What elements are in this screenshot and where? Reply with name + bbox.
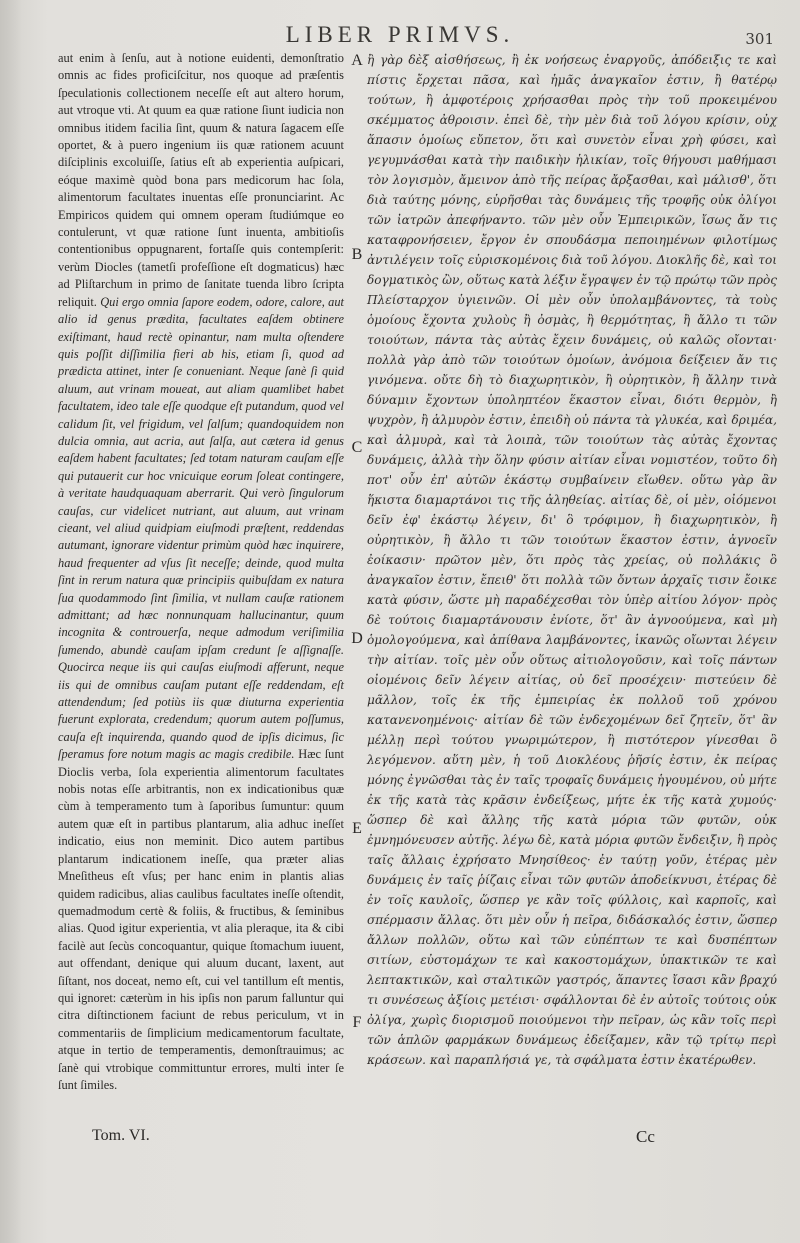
running-head: LIBER PRIMVS. <box>285 22 515 47</box>
latin-paragraph-closing: Hæc ſunt Dioclis verba, ſola experientia alimentorum facultates nobis notas eſſe arbitrantis, non ex indicationibus quæ cùm à temperamento tum à ſaporibus ſumuntur: quum autem quæ eſt in partibus plantarum, alia adhuc ineſſet indicatio, eius non meminit. Dico autem partibus plantarum indicationem ineſſe, qua præter alias Mneſitheus eſt vſus; per hanc enim in plantis alias quidem radicibus, alias caulibus facultates ineſſe oſtendit, quemadmodum certè & foliis, & fructibus, & ſeminibus alias. Quod igitur experientia, vt alia pleraque, ita & cibi facilè aut ſecùs concoquantur, quique ſtomachum iuuent, aut offendant, denique qui aluum ducant, laxent, aut ſiſtant, nos doceat, nemo eſt, cui vel tantillum eſt mentis, qui ignoret: cæterùm in his ipſis non parum falluntur qui citra diſtinctionem faciunt de rebus periculum, vt in commentariis de ſimplicium medicamentorum facultate, atque in tertio de temperamentis, demonſtrauimus; ac ſanè qui vtrobique committuntur errores, multi inter ſe ſunt ſimiles. <box>58 747 344 1092</box>
margin-letter-e: E <box>352 820 362 837</box>
signature-mark: Cc <box>636 1127 655 1146</box>
margin-letter-a: A <box>351 52 363 69</box>
volume-label: Tom. VI. <box>92 1127 150 1144</box>
greek-text: ἢ γὰρ δὲξ αἰσθήσεως, ἢ ἐκ νοήσεως ἐναργοῦς, ἀπόδειξις τε καὶ πίστις ἔρχεται πᾶσα, καὶ ἡμᾶς ἀναγκαῖον ἐστιν, ἢ θατέρῳ τούτων, ἢ ἀμφοτέροις χρήσασθαι πρὸς τὴν τοῦ προκειμένου σκέμματος ἀθροισιν. ἐπεὶ δὲ, τὴν μὲν διὰ τοῦ λόγου κρίσιν, οὐχ ἅπασιν ὁμοίως εὔπετον, ὅτι καὶ συνετὸν εἶναι χρὴ φύσει, καὶ γεγυμνάσθαι κατὰ τὴν παιδικὴν ἡλικίαν, τοῖς θήγουσι μαθήμασι τὸν λογισμὸν, ἄμεινον ἀπὸ τῆς πείρας ἄρξασθαι, καὶ μάλισθ', ὅτι διὰ ταύτης μόνης, εὑρῆσθαι τὰς δυνάμεις τῆς τροφῆς οὐκ ὀλίγοι τῶν ἰατρῶν ἀπεφήναντο. τῶν μὲν οὖν Ἐμπειρικῶν, ἴσως ἄν τις καταφρονήσειεν, ἔργον ἐν σπουδάσμα πεποιημένων φιλοτίμως ἀντιλέγειν τοῖς εὑρισκομένοις διὰ τοῦ λόγου. Διοκλῆς δὲ, καὶ τοι δογματικὸς ὢν, οὕτως κατὰ λέξιν ἔγραψεν ἐν τῷ πρώτῳ τῶν πρὸς Πλείσταρχον ὑγιεινῶν. Οἱ μὲν οὖν ὑπολαμβάνοντες, τὰ τοὺς ὁμοίους ἔχοντα χυλοὺς ἢ ὀσμὰς, ἢ θερμότητας, ἢ ἄλλο τι τῶν τοιούτων, πάντα τὰς αὐτὰς ἔχειν δυνάμεις, οὐ καλῶς οἴονται· πολλὰ γὰρ ἀπὸ τῶν τοιούτων ὁμοίων, ἀνόμοια δείξειεν ἄν τις γινόμενα. οὔτε δὴ τὸ διαχωρητικὸν, ἢ οὐρητικὸν, ἢ ἄλλην τινὰ δύναμιν ἔχοντων ὑποληπτέον ἕκαστον εἶναι, διότι θερμὸν, ἢ ψυχρὸν, ἢ ἁλμυρὸν ἐστιν, ἐπειδὴ οὐ πάντα τὰ γλυκέα, καὶ δριμέα, καὶ ἁλμυρὰ, καὶ τὰ λοιπὰ, τῶν τοιούτων τὰς αὐτὰς ἔχοντας δυνάμεις, ἀλλὰ τὴν ὅλην φύσιν αἰτίαν εἶναι νομιστέον, τοῦτο δὴ ποτ' οὖν ἐπ' αὐτῶν ἑκάστῳ συμβαίνειν εἴωθεν. οὕτω γὰρ ἂν ἥκιστα διαμαρτάνοι τις τῆς ἀληθείας. αἰτίας δὲ, οἱ μὲν, οἰόμενοι δεῖν ἐφ' ἑκάστῳ λέγειν, δι' ὃ τρόφιμον, ἢ διαχωρητικὸν, ἢ οὐρητικὸν, ἢ ἄλλο τι τῶν τοιούτων ἕκαστον ἐστιν, ἀγνοεῖν ἐοίκασιν· πρῶτον μὲν, ὅτι πρὸς τὰς χρείας, οὐ πολλάκις ὃ ἀναγκαῖον ἐστιν, ἔπειθ' ὅτι πολλὰ τῶν ὄντων ἀρχαῖς τισιν ἔοικε κατὰ φύσιν, ὥστε μὴ παραδέχεσθαι τὸν ὑπὲρ αἰτίου λόγον· πρὸς δὲ τούτοις διαμαρτάνουσιν ἐνίοτε, ὅτ' ἂν ἀγνοούμενα, καὶ μὴ ὁμολογούμενα, καὶ ἀπίθανα λαμβάνοντες, ἱκανῶς οἴωνται λέγειν τὴν αἰτίαν. τοῖς μὲν οὖν οὕτως αἰτιολογοῦσιν, καὶ τοῖς πάντων οἰομένοις δεῖν λέγειν αἰτίας, οὐ δεῖ προσέχειν· πιστεύειν δὲ μᾶλλον, τοῖς ἐκ τῆς ἐμπειρίας ἐκ πολλοῦ τοῦ χρόνου κατανενοημένοις· αἰτίαν δὲ τῶν ἐνδεχομένων δεῖ ζητεῖν, ὅτ' ἂν μέλλῃ περὶ τούτου γνωριμώτερον, ἢ πιστότερον γίνεσθαι ὃ λεγόμενον. αὕτη μὲν, ἡ τοῦ Διοκλέους ῥῆσίς ἐστιν, ἐκ πείρας μόνης ἐγνῶσθαι τὰς ἐν ταῖς τροφαῖς δυνάμεις ἡγουμένου, οὐ μήτε ἐκ τῆς κατὰ τὰς κρᾶσιν ἐνδείξεως, μήτε ἐκ τῆς κατὰ χυμούς· ὥσπερ δὲ καὶ ἄλλης τῆς κατὰ μόρια τῶν φυτῶν, οὐκ ἐμνημόνευσεν αὐτῆς. λέγω δὲ, κατὰ μόρια φυτῶν ἔνδειξιν, ἣ πρὸς ταῖς ἄλλαις ἐχρήσατο Μνησίθεος· ἐν ταύτῃ γοῦν, ἑτέρας μὲν δυνάμεις ἐν ταῖς ῥίζαις εἶναι τῶν φυτῶν ἀποδείκνυσι, ἑτέρας δὲ ἐν τοῖς καυλοῖς, ὥσπερ γε κἂν τοῖς φύλλοις, καὶ καρποῖς, καὶ σπέρμασιν ἄλλας. ὅτι μὲν οὖν ἡ πεῖρα, διδάσκαλός ἐστιν, ὥσπερ ἄλλων πολλῶν, οὕτω καὶ τῶν εὐπέπτων τε καὶ δυσπέπτων σιτίων, εὐστομάχων τε καὶ κακοστομάχων, ὑπακτικῶν τε καὶ λεπτακτικῶν, καὶ σταλτικῶν γαστρός, ἅπαντες ἴσασι κἂν βραχύ τι συνέσεως ἀξίοις μετέισι· σφάλλονται δὲ ἐν αὐτοῖς τούτοις οὐκ ὀλίγα, χωρὶς διορισμοῦ ποιούμενοι τὴν πεῖραν, ὡς κἂν τοῖς περὶ τῶν ἁπλῶν φαρμάκων δυνάμεως ἐδείξαμεν, κἂν τῷ τρίτῳ περὶ κράσεων. καὶ παραπλήσιά γε, τὰ σφάλματα ἐστιν ἑκατέρωθεν. <box>367 53 777 1067</box>
greek-column <box>367 50 777 1070</box>
latin-column <box>58 50 344 1094</box>
page-number: 301 <box>745 30 774 48</box>
margin-letter-f: F <box>352 1014 362 1031</box>
margin-letter-c: C <box>351 439 363 456</box>
latin-quotation: Qui ergo omnia ſapore eodem, odore, calore, aut alio id genus prædita, facultates eaſdem obtinere exiſtimant, haud rectè opinantur, nam multa oſtendere quis poſſit diſſimilia fieri ab his, etiam ſi, quod ad prædicta attinet, inter ſe conueniant. Neque ſanè ſi quid aluum, aut vrinam moueat, aut aliam quamlibet habet facultatem, ideo tale eſſe quodque eſt putandum, quod vel calidum ſit, vel frigidum, vel ſalſum; quandoquidem non dulcia omnia, aut acria, aut ſalſa, aut cætera id genus eaſdem habent facultates; ſed totam naturam cauſam eſſe qui putauerit cur hoc vnicuique eorum ſoleat contingere, à veritate haudquaquam aberrarit. Qui verò ſingulorum cauſas, cur videlicet nutriant, aut aluum, aut vrinam cieant, vel aliud quidpiam eiuſmodi præſtent, reddendas autumant, ignorare videntur primùm quòd hæc inquirere, haud frequenter ad vſus ſit neceſſe; deinde, quod multa ſint in rerum natura quæ principiis quibuſdam ex natura ſua quodammodo ſint ſimilia, vt nullam cauſæ rationem admittant; ad hæc nonnunquam hallucinantur, quum incognita & controuerſa, neque admodum veriſimilia ſumendo, abundè cauſam ipſam credunt ſe aſſignaſſe. Quocirca neque iis qui cauſas eiuſmodi afferunt, neque iis qui de omnibus cauſam putant eſſe reddendam, eſt attendendum; ſed potiùs iis quæ diuturna experientia fuerunt explorata, credendum; quorum autem poſſumus, cauſa eſt inquirenda, quando quod de ipſis dicimus, ſic ſperamus fore notum magis ac magis credibile. <box>58 294 344 762</box>
margin-letter-b: B <box>351 246 363 263</box>
margin-letter-d: D <box>351 630 363 647</box>
latin-paragraph-opening: aut enim à ſenſu, aut à notione euidenti, demonſtratio omnis ac fides proficiſcitur, nos quoque ad præſentis ſpeculationis collectionem neceſſe eſt aut altero horum, aut vtroque vti. At quum ea quæ ratione ſiunt iudicia non omnibus itidem facilia ſint, quum & natura ſagacem eſſe oportet, & à puero ingenium iis quæ rationem acuunt diſciplinis excoluiſſe, ſatius eſt ab experientia auſpicari, eóque maximè quòd bona pars medicorum hac ſola, alimentorum facultates inuentas eſſe pronunciarint. Ac Empiricos quidem qui omnem operam ſtudiúmque eo contulerunt, vt quæ ratione ſunt inuenta, ambitioſis contentionibus oppugnarent, fortaſſe quis contempſerit: verùm Diocles (tametſi profeſſione eſt dogmaticus) hæc ad Pliſtarchum in primo de ſanitate tuenda libro ſcripta reliquit. <box>58 51 344 309</box>
binding-shadow <box>0 0 22 1243</box>
